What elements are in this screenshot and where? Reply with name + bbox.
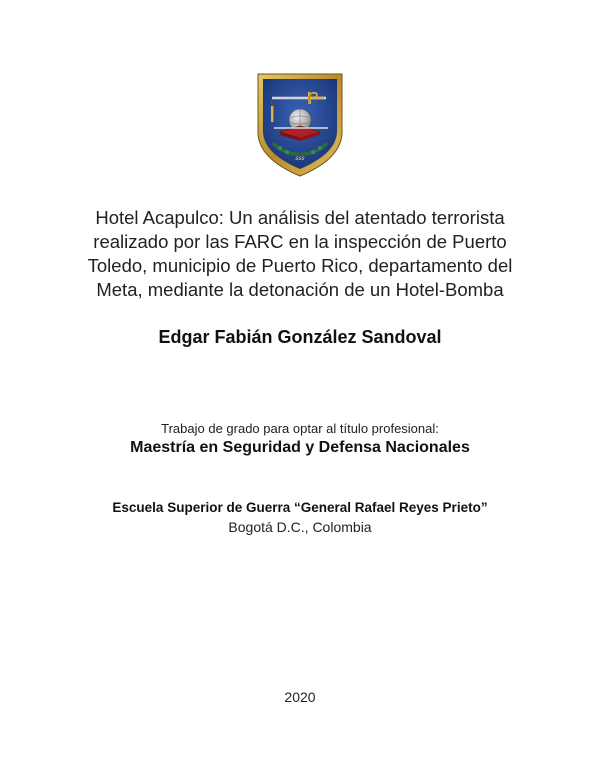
institution-name: Escuela Superior de Guerra “General Rafael Reyes Prieto”	[112, 500, 488, 515]
degree-intro: Trabajo de grado para optar al título profesional:	[161, 421, 439, 436]
institution-emblem	[254, 70, 346, 178]
degree-name: Maestría en Seguridad y Defensa Nacionales	[130, 439, 470, 456]
publication-year: 2020	[284, 689, 316, 705]
document-title: Hotel Acapulco: Un análisis del atentado terrorista realizado por las FARC en la inspección de Puerto Toledo, municipio de Puerto Rico, departamento del Meta, mediante la detonación de un Hotel-Bomba	[87, 207, 513, 300]
author-name: Edgar Fabián González Sandoval	[158, 327, 442, 347]
emblem-motto: sss	[295, 155, 305, 162]
institution-shield-emblem-icon	[254, 70, 346, 178]
institution-location: Bogotá D.C., Colombia	[228, 519, 372, 535]
